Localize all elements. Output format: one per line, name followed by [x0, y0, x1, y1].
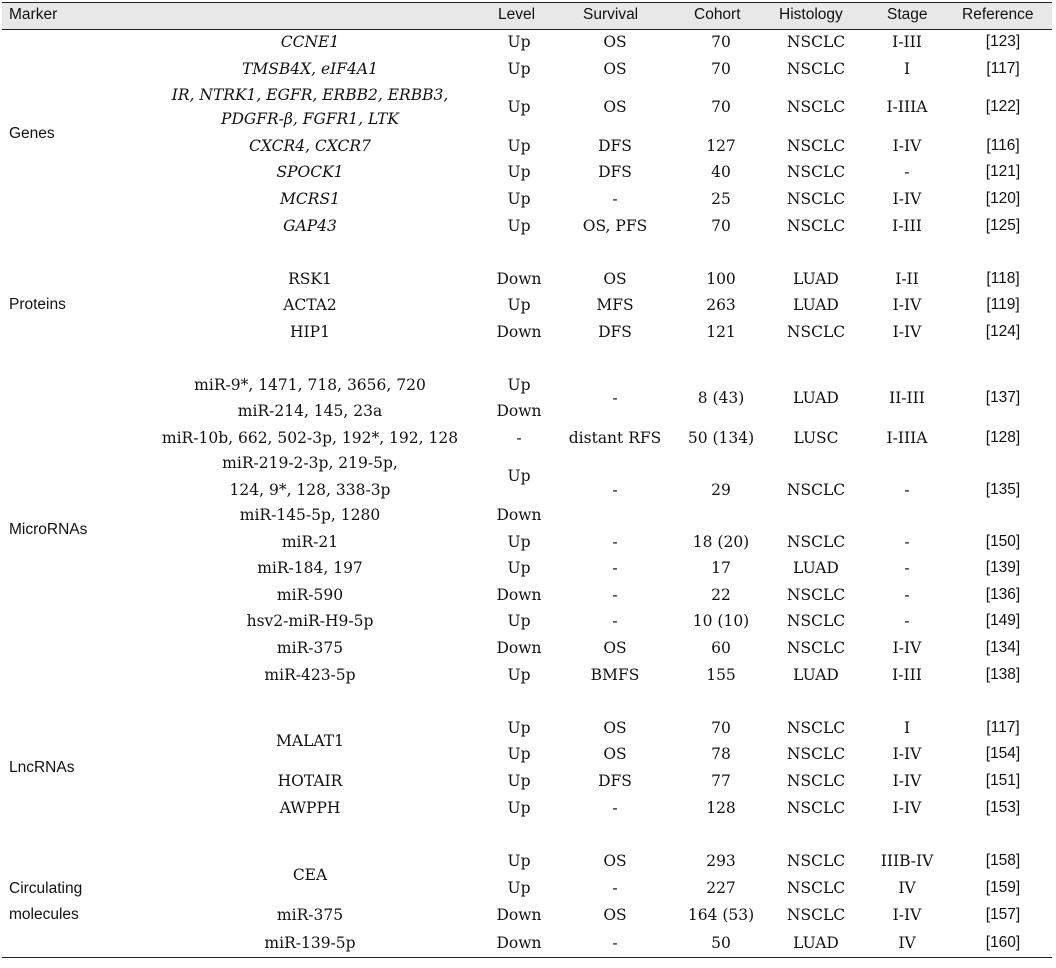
header-reference: Reference: [962, 6, 1034, 23]
cohort-cell: 70: [711, 33, 731, 51]
reference-cell: [136]: [985, 586, 1021, 603]
reference-cell: [153]: [985, 799, 1021, 816]
reference-cell: [124]: [985, 323, 1021, 340]
survival-cell: BMFS: [590, 666, 640, 684]
survival-cell: distant RFS: [568, 429, 662, 447]
histology-cell: LUAD: [793, 934, 839, 952]
stage-cell: IIIB-IV: [880, 852, 934, 870]
stage-cell: I-III: [892, 666, 922, 684]
cohort-cell: 40: [711, 163, 731, 181]
level-cell: Up: [507, 772, 531, 790]
table-header-rule: [2, 29, 1052, 30]
stage-cell: -: [904, 559, 910, 577]
level-cell: Up: [507, 33, 531, 51]
reference-cell: [151]: [985, 772, 1021, 789]
cohort-cell: 227: [706, 879, 736, 897]
survival-cell: -: [612, 190, 618, 208]
level-cell: Up: [507, 852, 531, 870]
header-histology: Histology: [779, 6, 843, 23]
survival-cell: OS: [603, 270, 627, 288]
reference-cell: [150]: [985, 533, 1021, 550]
level-cell: Up: [507, 217, 531, 235]
marker-cell: miR-9*, 1471, 718, 3656, 720: [194, 376, 426, 394]
marker-cell: CCNE1: [280, 33, 340, 51]
level-cell: Up: [507, 60, 531, 78]
reference-cell: [125]: [985, 217, 1021, 234]
cohort-cell: 70: [711, 719, 731, 737]
cohort-cell: 8 (43): [697, 389, 745, 407]
reference-cell: [118]: [986, 270, 1020, 287]
group-label-circulating: Circulating: [9, 880, 83, 897]
histology-cell: NSCLC: [786, 612, 846, 630]
reference-cell: [139]: [985, 559, 1021, 576]
histology-cell: NSCLC: [786, 190, 846, 208]
marker-cell: RSK1: [288, 270, 332, 288]
histology-cell: NSCLC: [786, 772, 846, 790]
cohort-cell: 155: [706, 666, 736, 684]
survival-cell: -: [612, 879, 618, 897]
level-cell: Down: [496, 323, 542, 341]
level-cell: Down: [496, 506, 542, 524]
marker-cell: IR, NTRK1, EGFR, ERBB2, ERBB3,: [171, 86, 449, 104]
marker-cell: miR-219-2-3p, 219-5p,: [222, 454, 398, 472]
table-bottom-rule: [2, 957, 1052, 958]
cohort-cell: 263: [706, 296, 736, 314]
reference-cell: [157]: [985, 906, 1021, 923]
cohort-cell: 22: [711, 586, 731, 604]
group-label-micrornas: MicroRNAs: [9, 521, 88, 538]
cohort-cell: 70: [711, 217, 731, 235]
reference-cell: [116]: [986, 137, 1020, 154]
reference-cell: [134]: [985, 639, 1021, 656]
survival-cell: OS, PFS: [582, 217, 648, 235]
marker-cell: SPOCK1: [276, 163, 344, 181]
marker-cell: 124, 9*, 128, 338-3p: [229, 481, 391, 499]
marker-cell: miR-214, 145, 23a: [237, 402, 383, 420]
survival-cell: -: [612, 612, 618, 630]
marker-cell: miR-184, 197: [257, 559, 363, 577]
marker-cell: miR-590: [276, 586, 344, 604]
cohort-cell: 121: [706, 323, 736, 341]
histology-cell: NSCLC: [786, 33, 846, 51]
header-cohort: Cohort: [694, 6, 741, 23]
reference-cell: [135]: [985, 481, 1021, 498]
cohort-cell: 70: [711, 98, 731, 116]
stage-cell: -: [904, 163, 910, 181]
group-label-molecules: molecules: [9, 906, 79, 923]
cohort-cell: 164 (53): [687, 906, 755, 924]
stage-cell: I-IV: [892, 190, 922, 208]
marker-cell: ACTA2: [283, 296, 337, 314]
level-cell: Down: [496, 270, 542, 288]
survival-cell: DFS: [598, 163, 632, 181]
cohort-cell: 100: [706, 270, 736, 288]
header-marker: Marker: [9, 6, 58, 23]
survival-cell: -: [612, 934, 618, 952]
reference-cell: [119]: [986, 296, 1020, 313]
histology-cell: LUAD: [793, 666, 839, 684]
stage-cell: I-IV: [892, 296, 922, 314]
level-cell: Up: [507, 559, 531, 577]
marker-cell: miR-145-5p, 1280: [239, 506, 381, 524]
histology-cell: LUAD: [793, 559, 839, 577]
cohort-cell: 127: [706, 137, 736, 155]
survival-cell: -: [612, 481, 618, 499]
stage-cell: -: [904, 481, 910, 499]
header-stage: Stage: [887, 6, 928, 23]
group-label-proteins: Proteins: [9, 296, 66, 313]
level-cell: Down: [496, 906, 542, 924]
marker-cell: PDGFR-β, FGFR1, LTK: [221, 110, 399, 128]
survival-cell: MFS: [596, 296, 634, 314]
survival-cell: DFS: [598, 323, 632, 341]
histology-cell: NSCLC: [786, 745, 846, 763]
histology-cell: NSCLC: [786, 719, 846, 737]
stage-cell: -: [904, 586, 910, 604]
level-cell: Up: [507, 467, 531, 485]
header-level: Level: [498, 6, 536, 23]
level-cell: Up: [507, 163, 531, 181]
stage-cell: I-IIIA: [886, 98, 928, 116]
reference-cell: [117]: [986, 719, 1020, 736]
stage-cell: I-IV: [892, 906, 922, 924]
table-top-rule: [2, 2, 1052, 3]
stage-cell: I-IV: [892, 323, 922, 341]
histology-cell: NSCLC: [786, 799, 846, 817]
stage-cell: -: [904, 612, 910, 630]
reference-cell: [137]: [985, 389, 1021, 406]
cohort-cell: 25: [711, 190, 731, 208]
cohort-cell: 17: [711, 559, 731, 577]
cohort-cell: 50 (134): [687, 429, 755, 447]
marker-cell: GAP43: [283, 217, 337, 235]
reference-cell: [123]: [985, 33, 1021, 50]
survival-cell: OS: [603, 33, 627, 51]
marker-cell: miR-10b, 662, 502-3p, 192*, 192, 128: [161, 429, 459, 447]
histology-cell: NSCLC: [786, 98, 846, 116]
level-cell: Up: [507, 137, 531, 155]
reference-cell: [159]: [985, 879, 1021, 896]
survival-cell: OS: [603, 639, 627, 657]
stage-cell: I-IV: [892, 639, 922, 657]
stage-cell: I-IIIA: [886, 429, 928, 447]
histology-cell: NSCLC: [786, 533, 846, 551]
cohort-cell: 128: [706, 799, 736, 817]
marker-cell: HIP1: [290, 323, 330, 341]
histology-cell: NSCLC: [786, 906, 846, 924]
stage-cell: I-IV: [892, 799, 922, 817]
level-cell: Up: [507, 296, 531, 314]
reference-cell: [160]: [985, 934, 1021, 951]
stage-cell: I: [903, 60, 911, 78]
level-cell: Down: [496, 402, 542, 420]
level-cell: Up: [507, 879, 531, 897]
stage-cell: -: [904, 533, 910, 551]
stage-cell: I: [903, 719, 911, 737]
reference-cell: [154]: [985, 745, 1021, 762]
histology-cell: NSCLC: [786, 879, 846, 897]
histology-cell: NSCLC: [786, 217, 846, 235]
marker-cell: hsv2-miR-H9-5p: [246, 612, 374, 630]
histology-cell: NSCLC: [786, 586, 846, 604]
stage-cell: II-III: [889, 389, 925, 407]
cohort-cell: 60: [711, 639, 731, 657]
level-cell: Down: [496, 586, 542, 604]
marker-cell: AWPPH: [279, 799, 341, 817]
histology-cell: NSCLC: [786, 60, 846, 78]
cohort-cell: 70: [711, 60, 731, 78]
histology-cell: NSCLC: [786, 481, 846, 499]
cohort-cell: 50: [711, 934, 731, 952]
survival-cell: -: [612, 586, 618, 604]
marker-cell: miR-423-5p: [264, 666, 356, 684]
cohort-cell: 293: [706, 852, 736, 870]
histology-cell: LUAD: [793, 389, 839, 407]
marker-cell: CXCR4, CXCR7: [249, 137, 371, 155]
histology-cell: NSCLC: [786, 323, 846, 341]
survival-cell: OS: [603, 745, 627, 763]
survival-cell: -: [612, 533, 618, 551]
group-label-genes: Genes: [9, 125, 55, 142]
group-label-lncrnas: LncRNAs: [9, 759, 75, 776]
histology-cell: NSCLC: [786, 137, 846, 155]
marker-cell: miR-375: [276, 906, 344, 924]
stage-cell: I-III: [892, 33, 922, 51]
stage-cell: I-IV: [892, 137, 922, 155]
cohort-cell: 10 (10): [692, 612, 750, 630]
level-cell: Up: [507, 190, 531, 208]
marker-cell: CEA: [292, 866, 328, 884]
marker-cell: miR-375: [276, 639, 344, 657]
stage-cell: I-II: [895, 270, 919, 288]
stage-cell: IV: [898, 934, 916, 952]
survival-cell: -: [612, 799, 618, 817]
level-cell: Up: [507, 98, 531, 116]
reference-cell: [120]: [985, 190, 1021, 207]
reference-cell: [149]: [985, 612, 1021, 629]
cohort-cell: 78: [711, 745, 731, 763]
histology-cell: LUSC: [793, 429, 839, 447]
marker-cell: MALAT1: [276, 732, 344, 750]
level-cell: Up: [507, 612, 531, 630]
histology-cell: NSCLC: [786, 639, 846, 657]
reference-cell: [128]: [985, 429, 1021, 446]
level-cell: Up: [507, 533, 531, 551]
cohort-cell: 77: [711, 772, 731, 790]
histology-cell: LUAD: [793, 296, 839, 314]
survival-cell: DFS: [598, 137, 632, 155]
stage-cell: I-IV: [892, 745, 922, 763]
histology-cell: NSCLC: [786, 852, 846, 870]
level-cell: Up: [507, 799, 531, 817]
marker-cell: MCRS1: [280, 190, 340, 208]
reference-cell: [158]: [985, 852, 1021, 869]
reference-cell: [138]: [985, 666, 1021, 683]
survival-cell: OS: [603, 98, 627, 116]
reference-cell: [117]: [986, 60, 1020, 77]
marker-cell: miR-139-5p: [264, 934, 356, 952]
survival-cell: OS: [603, 852, 627, 870]
stage-cell: I-IV: [892, 772, 922, 790]
cohort-cell: 29: [711, 481, 731, 499]
reference-cell: [122]: [985, 98, 1021, 115]
level-cell: -: [516, 429, 522, 447]
stage-cell: IV: [898, 879, 916, 897]
survival-cell: OS: [603, 906, 627, 924]
level-cell: Down: [496, 934, 542, 952]
survival-cell: OS: [603, 60, 627, 78]
survival-cell: DFS: [598, 772, 632, 790]
header-survival: Survival: [583, 6, 639, 23]
histology-cell: NSCLC: [786, 163, 846, 181]
level-cell: Down: [496, 639, 542, 657]
survival-cell: -: [612, 559, 618, 577]
level-cell: Up: [507, 719, 531, 737]
level-cell: Up: [507, 666, 531, 684]
cohort-cell: 18 (20): [692, 533, 750, 551]
stage-cell: I-III: [892, 217, 922, 235]
reference-cell: [121]: [985, 163, 1021, 180]
marker-cell: TMSB4X, eIF4A1: [242, 60, 378, 78]
survival-cell: -: [612, 389, 618, 407]
histology-cell: LUAD: [793, 270, 839, 288]
level-cell: Up: [507, 745, 531, 763]
survival-cell: OS: [603, 719, 627, 737]
level-cell: Up: [507, 376, 531, 394]
marker-cell: miR-21: [281, 533, 339, 551]
marker-cell: HOTAIR: [277, 772, 343, 790]
